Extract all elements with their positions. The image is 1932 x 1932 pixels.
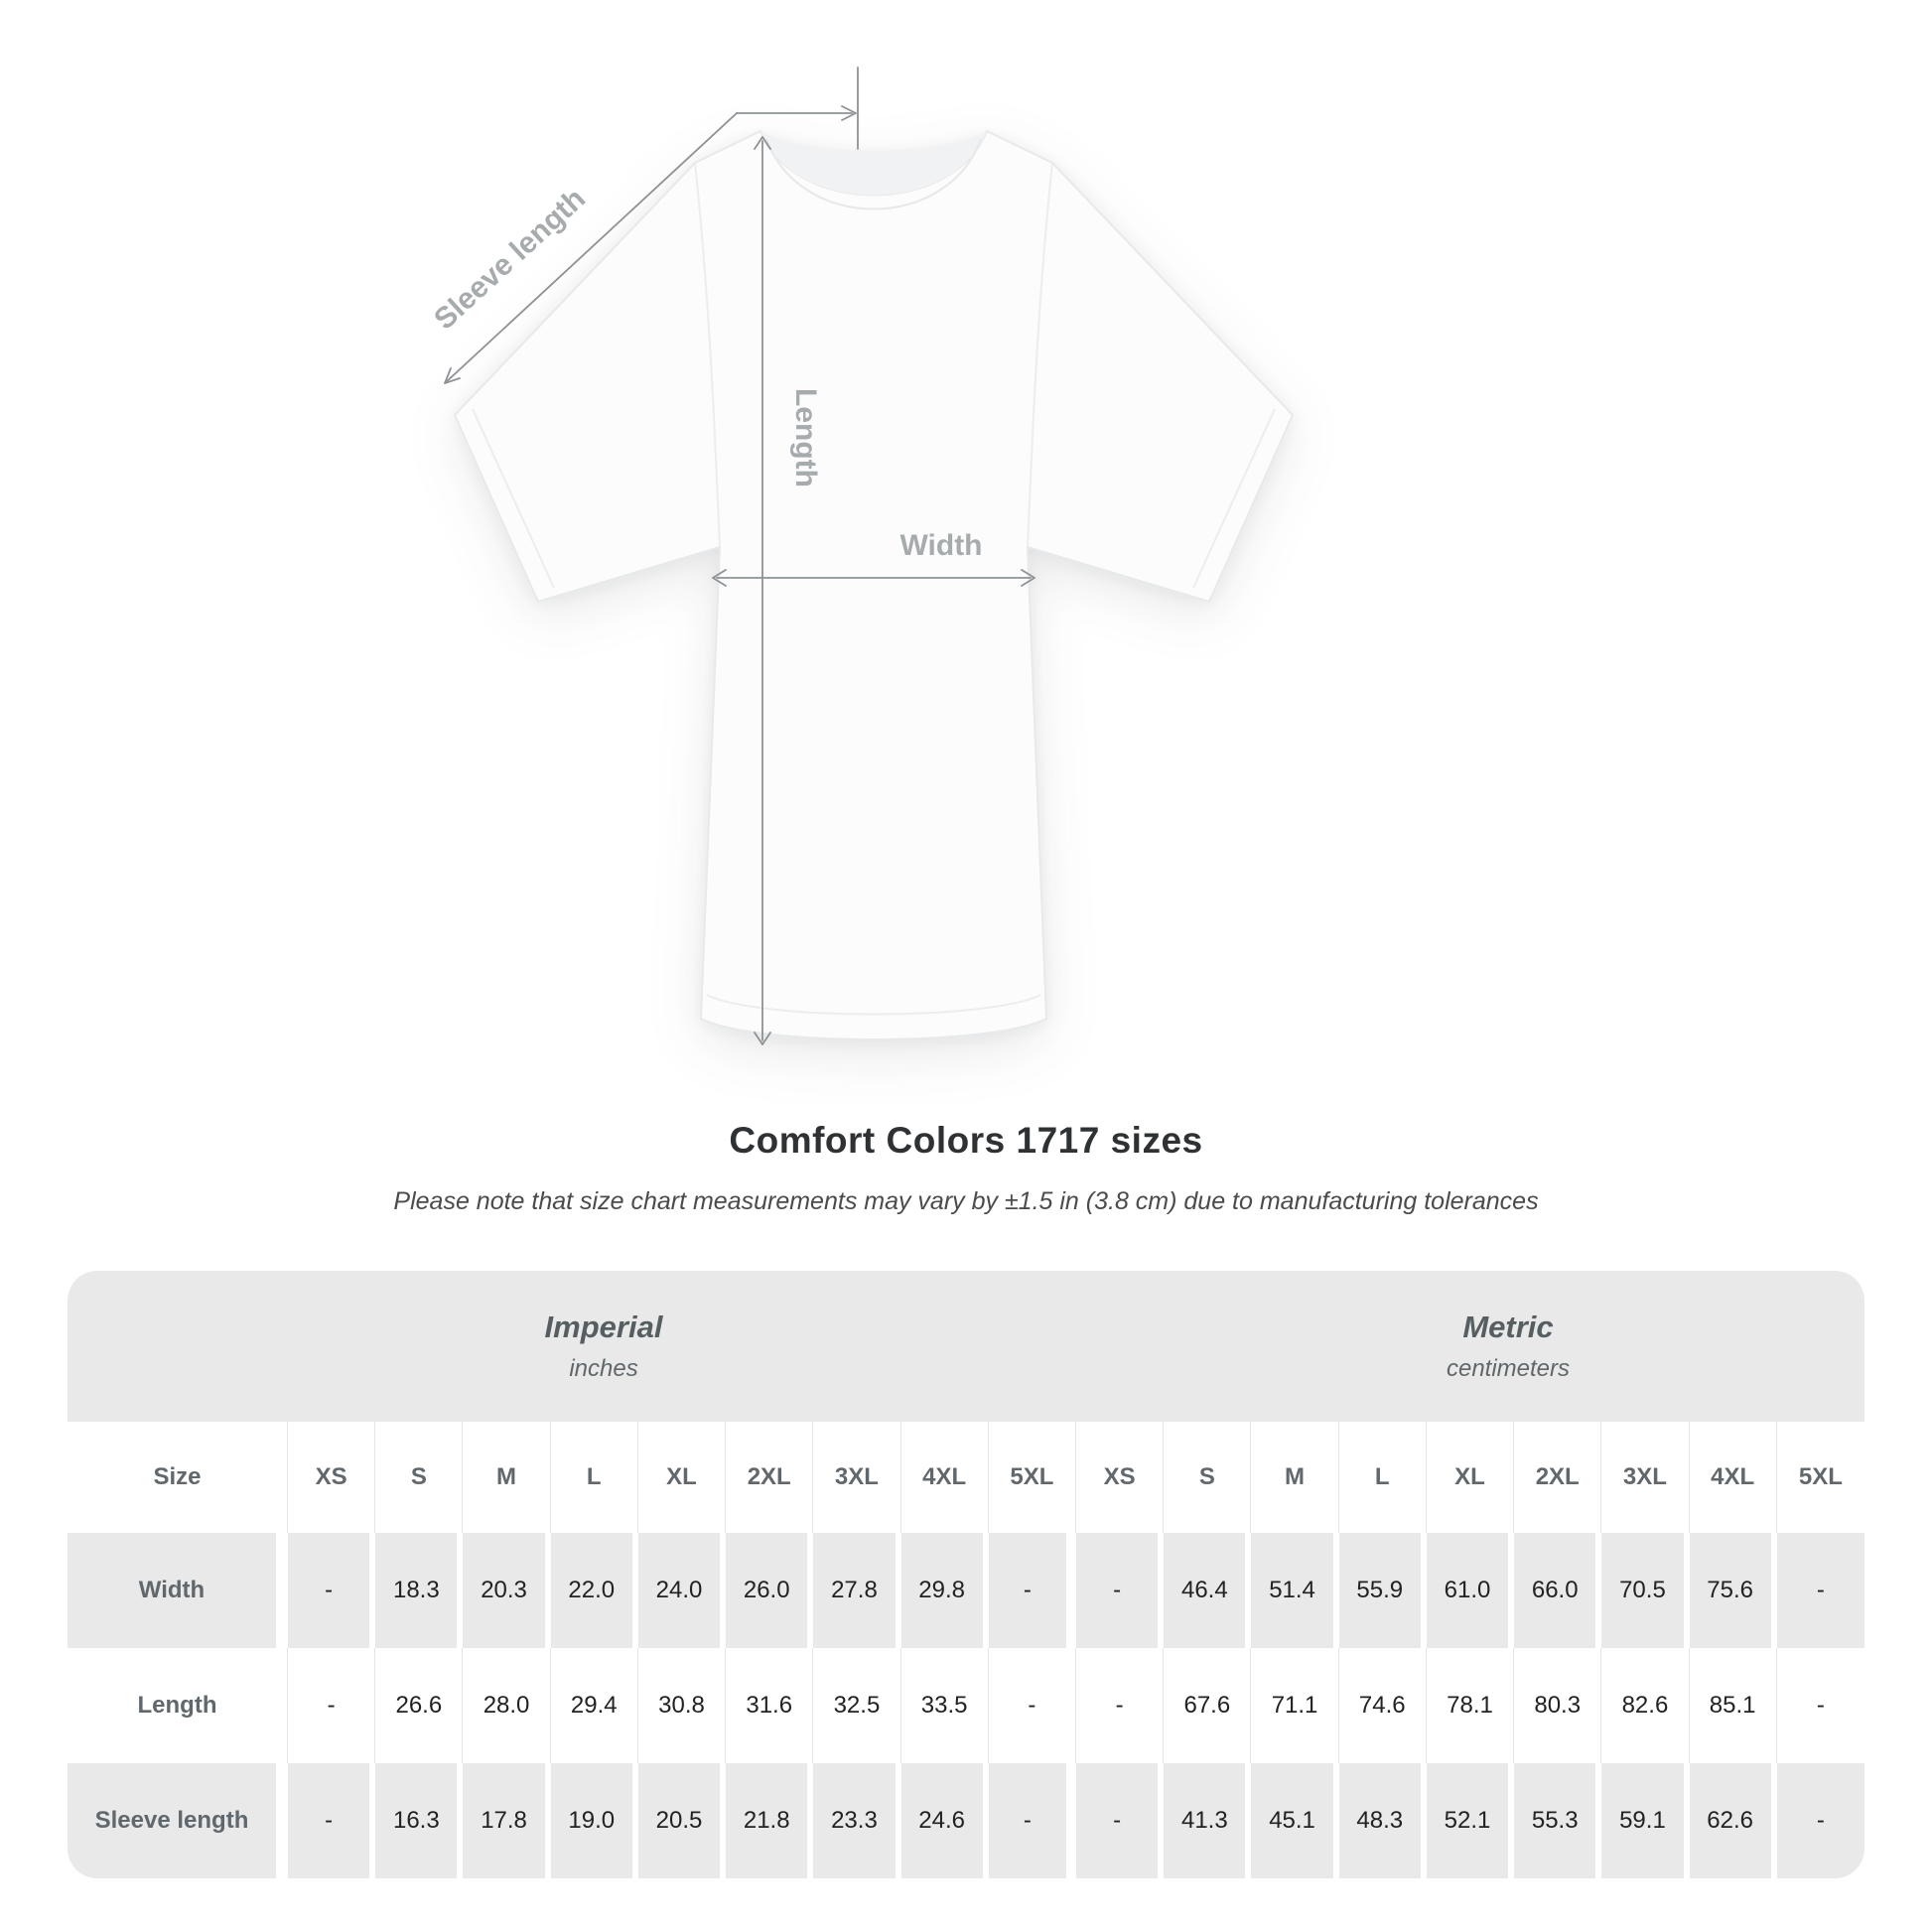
cell: - [989,1533,1076,1648]
cell: - [1076,1763,1164,1878]
imperial-subtitle: inches [569,1355,638,1382]
imperial-header [68,1271,1076,1422]
unit-band [68,1271,1864,1422]
row-label: Length [68,1648,288,1763]
size-column-header: Size [68,1422,288,1533]
width-label: Width [899,529,983,562]
tshirt-body [455,131,1293,1039]
cell: 67.6 [1164,1648,1251,1763]
size-table [68,1271,1864,1878]
cell: 66.0 [1514,1533,1601,1648]
cell: 55.9 [1339,1533,1427,1648]
cell: 55.3 [1514,1763,1601,1878]
cell: - [288,1648,375,1763]
cell: 23.3 [813,1763,900,1878]
cell: 31.6 [726,1648,813,1763]
tshirt-measurement-diagram [367,46,1370,1113]
cell: - [989,1763,1076,1878]
size-header: 5XL [989,1422,1076,1533]
cell: 82.6 [1601,1648,1689,1763]
cell: - [1777,1648,1864,1763]
cell: 24.0 [638,1533,726,1648]
cell: 29.8 [901,1533,989,1648]
cell: 32.5 [813,1648,900,1763]
cell: 28.0 [463,1648,550,1763]
size-header: M [1251,1422,1338,1533]
size-header: 2XL [726,1422,813,1533]
length-label: Length [789,388,822,487]
cell: - [989,1648,1076,1763]
size-header: XL [1427,1422,1514,1533]
cell: 59.1 [1601,1763,1689,1878]
tolerance-note: Please note that size chart measurements may vary by ±1.5 in (3.8 cm) due to manufacturing tolerances [393,1187,1539,1215]
cell: 85.1 [1690,1648,1777,1763]
cell: 71.1 [1251,1648,1338,1763]
size-header: 5XL [1798,1463,1843,1490]
cell: 20.3 [463,1533,550,1648]
cell: 74.6 [1339,1648,1427,1763]
row-label: Width [68,1533,288,1648]
cell: 22.0 [551,1533,638,1648]
cell: 52.1 [1427,1763,1514,1878]
cell: 29.4 [551,1648,638,1763]
size-header: XL [638,1422,726,1533]
size-header: S [375,1422,463,1533]
size-header: 2XL [1514,1422,1601,1533]
cell: - [288,1533,375,1648]
cell: 45.1 [1251,1763,1338,1878]
size-header: 3XL [813,1422,900,1533]
cell: 17.8 [463,1763,550,1878]
page-title: Comfort Colors 1717 sizes [729,1120,1203,1161]
imperial-title: Imperial [544,1310,663,1344]
cell: 75.6 [1690,1533,1777,1648]
cell: 26.6 [375,1648,463,1763]
cell: 20.5 [638,1763,726,1878]
size-header: 4XL [901,1422,989,1533]
size-header: L [551,1422,638,1533]
metric-title: Metric [1462,1310,1554,1344]
cell: 61.0 [1427,1533,1514,1648]
size-header: 4XL [1690,1422,1777,1533]
cell: 33.5 [901,1648,989,1763]
cell: 70.5 [1601,1533,1689,1648]
metric-subtitle: centimeters [1446,1355,1571,1382]
cell: 80.3 [1514,1648,1601,1763]
cell: 78.1 [1427,1648,1514,1763]
cell: 27.8 [813,1533,900,1648]
cell: 51.4 [1251,1533,1338,1648]
cell: 46.4 [1164,1533,1251,1648]
size-header: M [463,1422,550,1533]
cell: 48.3 [1339,1763,1427,1878]
size-header: S [1164,1422,1251,1533]
tshirt-illustration [455,131,1293,1039]
row-label: Sleeve length [68,1763,288,1878]
cell: - [1777,1763,1864,1878]
table-row-length [68,1648,1864,1763]
cell: 26.0 [726,1533,813,1648]
table-row-width [68,1533,1864,1648]
size-header: 3XL [1601,1422,1689,1533]
table-row-sleeve-length [68,1763,1864,1878]
cell: - [1076,1648,1164,1763]
size-header: L [1339,1422,1427,1533]
cell: - [1777,1533,1864,1648]
cell: 62.6 [1690,1763,1777,1878]
cell: - [288,1763,375,1878]
cell: 24.6 [901,1763,989,1878]
sleeve-length-label: Sleeve length [428,182,593,337]
size-header: XS [288,1422,375,1533]
size-header: XS [1076,1422,1164,1533]
cell: 19.0 [551,1763,638,1878]
cell: - [1076,1533,1164,1648]
cell: 18.3 [375,1533,463,1648]
cell: 16.3 [375,1763,463,1878]
size-header-row [68,1422,1864,1533]
cell: 41.3 [1164,1763,1251,1878]
cell: 21.8 [726,1763,813,1878]
metric-header [1076,1271,1864,1422]
cell: 30.8 [638,1648,726,1763]
